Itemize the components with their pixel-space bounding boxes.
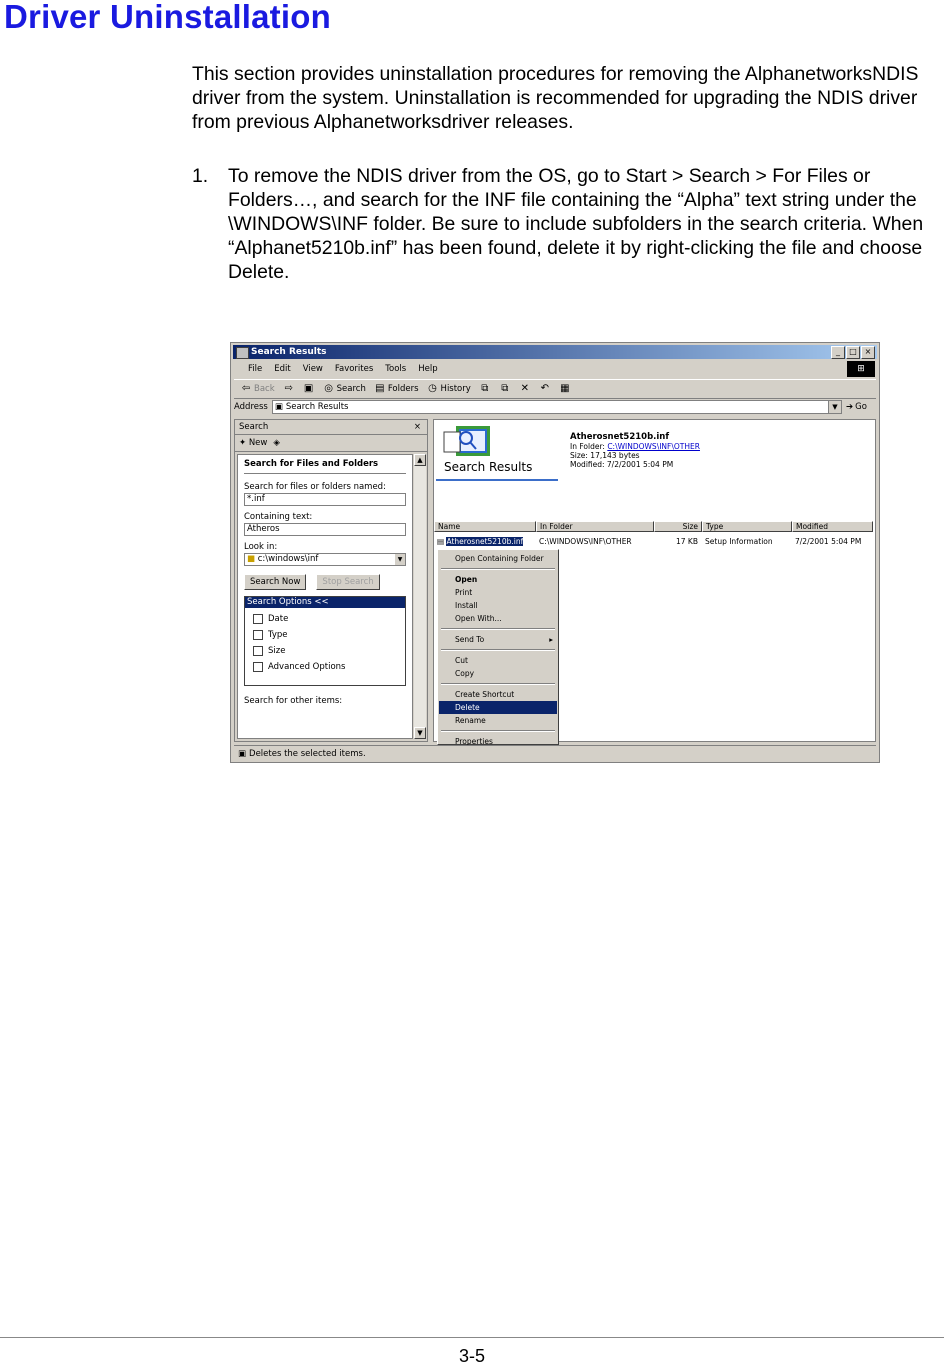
close-icon[interactable]: ×	[413, 422, 421, 432]
close-button[interactable]: ×	[861, 346, 875, 359]
menu-delete[interactable]: Delete	[439, 701, 557, 714]
search-results-window	[230, 342, 880, 763]
menu-open-containing-folder[interactable]: Open Containing Folder	[455, 554, 544, 563]
address-label: Address	[234, 402, 268, 412]
file-type: Setup Information	[705, 537, 773, 546]
menu-bar	[234, 361, 876, 376]
table-row[interactable]	[434, 536, 873, 547]
undo-button[interactable]	[539, 383, 551, 395]
lookin-select[interactable]: ■ c:\windows\inf ▼	[244, 553, 406, 566]
results-banner-title: Search Results	[444, 460, 533, 474]
folders-icon: ▤	[375, 383, 385, 394]
menu-help[interactable]: Help	[418, 363, 438, 374]
menu-edit[interactable]: Edit	[274, 363, 291, 374]
menu-copy[interactable]: Copy	[455, 669, 475, 678]
search-options: Search Options << Date Type Size Advanced Options	[244, 596, 406, 686]
menu-install[interactable]: Install	[455, 601, 478, 610]
delete-button[interactable]	[519, 383, 531, 395]
menu-open-with[interactable]: Open With...	[455, 614, 502, 623]
search-now-button[interactable]: Search Now	[244, 574, 306, 590]
new-search-button[interactable]: ✦ New	[239, 438, 268, 448]
named-label: Search for files or folders named:	[244, 482, 386, 492]
search-pane-header: Search	[239, 422, 269, 432]
results-banner	[434, 420, 560, 482]
move-to-icon: ⧉	[481, 383, 489, 394]
up-folder-button[interactable]	[303, 383, 315, 395]
search-results-small-icon: ▣	[274, 402, 283, 412]
menu-print[interactable]: Print	[455, 588, 473, 597]
search-icon: ◎	[324, 383, 333, 394]
search-pane	[234, 419, 428, 742]
containing-field[interactable]: Atheros	[244, 523, 406, 536]
folder-search-icon	[236, 347, 249, 359]
search-results-icon	[442, 422, 502, 462]
col-in-folder[interactable]: In Folder	[536, 521, 654, 532]
submenu-arrow-icon: ▸	[549, 635, 553, 644]
menu-file[interactable]: File	[248, 363, 263, 374]
undo-icon: ↶	[540, 383, 549, 394]
col-name[interactable]: Name	[434, 521, 536, 532]
folder-icon: ■	[247, 554, 256, 564]
advanced-options-checkbox[interactable]	[253, 662, 263, 672]
copy-to-icon: ⧉	[501, 383, 509, 394]
folders-button[interactable]: ▤ Folders	[375, 383, 419, 394]
windows-logo-icon: ⊞	[847, 361, 875, 377]
step-number: 1.	[192, 165, 209, 187]
scroll-up-icon[interactable]: ▲	[414, 454, 426, 466]
scroll-down-icon[interactable]: ▼	[414, 727, 426, 739]
new-icon: ✦	[239, 438, 247, 448]
address-bar	[234, 399, 876, 415]
intro-paragraph: This section provides uninstallation procedures for removing the AlphanetworksNDIS driver from the system. Uninstallation is recommended for upgrading the NDIS driver from previous Alphanetworksdriver releases.	[192, 63, 919, 133]
back-arrow-icon: ⇦	[241, 383, 251, 394]
delete-x-icon: ✕	[520, 383, 529, 394]
in-folder-link[interactable]: C:\WINDOWS\INF\OTHER	[607, 442, 700, 451]
history-button[interactable]: ◷ History	[428, 383, 471, 394]
minimize-button[interactable]: _	[831, 346, 845, 359]
chevron-down-icon[interactable]: ▼	[395, 554, 405, 565]
file-name[interactable]: Atherosnet5210b.inf	[446, 537, 524, 546]
menu-cut[interactable]: Cut	[455, 656, 468, 665]
search-form-title: Search for Files and Folders	[244, 459, 379, 469]
menu-favorites[interactable]: Favorites	[334, 363, 374, 374]
up-folder-icon: ▣	[303, 383, 314, 394]
date-checkbox[interactable]	[253, 614, 263, 624]
toolbar	[234, 379, 876, 399]
internet-search-icon[interactable]: ◈	[273, 438, 280, 448]
file-title: Atherosnet5210b.inf	[570, 432, 670, 442]
window-titlebar	[233, 345, 877, 359]
named-field[interactable]: *.inf	[244, 493, 406, 506]
col-modified[interactable]: Modified	[792, 521, 873, 532]
move-to-button[interactable]	[479, 383, 491, 395]
forward-arrow-icon: ⇨	[284, 383, 293, 394]
file-folder: C:\WINDOWS\INF\OTHER	[539, 537, 632, 546]
containing-label: Containing text:	[244, 512, 313, 522]
back-button[interactable]: ⇦ Back	[241, 383, 275, 394]
forward-button[interactable]	[283, 383, 295, 395]
results-column-headers	[434, 521, 873, 532]
menu-open[interactable]: Open	[455, 575, 478, 584]
views-button[interactable]	[559, 383, 571, 395]
status-bar	[234, 745, 876, 761]
menu-create-shortcut[interactable]: Create Shortcut	[455, 690, 515, 699]
menu-properties[interactable]: Properties	[455, 737, 493, 746]
address-value: Search Results	[285, 402, 349, 412]
context-menu	[437, 549, 559, 745]
size-checkbox[interactable]	[253, 646, 263, 656]
page-title: Driver Uninstallation	[4, 0, 331, 35]
status-icon: ▣	[238, 748, 247, 759]
window-title: Search Results	[251, 347, 327, 357]
step-text: To remove the NDIS driver from the OS, go to Start > Search > For Files or Folders…, and search for the INF file containing the “Alpha” text string under the \WINDOWS\INF folder. Be sure to include subfolders in the search criteria. When “Alphanet5210b.inf” has been found, delete it by right-clicking the file and choose Delete.	[228, 165, 924, 283]
file-modified: Modified: 7/2/2001 5:04 PM	[570, 460, 674, 469]
file-details: Atherosnet5210b.inf In Folder: C:\WINDOWS\INF\OTHER Size: 17,143 bytes Modified: 7/2/2001 5:04 PM	[570, 432, 700, 469]
col-type[interactable]: Type	[702, 521, 792, 532]
search-pane-scrollbar[interactable]	[414, 454, 426, 739]
search-options-header[interactable]: Search Options <<	[245, 597, 405, 608]
go-arrow-icon: ➔	[846, 402, 854, 412]
search-button[interactable]: ◎ Search	[324, 383, 366, 394]
go-button[interactable]: ➔ Go	[846, 402, 867, 412]
search-form	[237, 454, 413, 739]
views-icon: ▦	[560, 383, 570, 394]
col-size[interactable]: Size	[654, 521, 702, 532]
stop-search-button[interactable]: Stop Search	[316, 574, 379, 590]
copy-to-button[interactable]	[499, 383, 511, 395]
page-number: 3-5	[458, 1346, 485, 1366]
other-items-label: Search for other items:	[244, 696, 343, 706]
status-text: Deletes the selected items.	[249, 748, 366, 759]
file-size: Size: 17,143 bytes	[570, 451, 640, 460]
menu-rename[interactable]: Rename	[455, 716, 486, 725]
menu-send-to[interactable]: Send To ▸	[455, 635, 553, 644]
history-icon: ◷	[428, 383, 437, 394]
inf-file-icon: ▤	[437, 537, 445, 546]
lookin-label: Look in:	[244, 542, 278, 552]
type-checkbox[interactable]	[253, 630, 263, 640]
maximize-button[interactable]: □	[846, 346, 860, 359]
menu-tools[interactable]: Tools	[385, 363, 407, 374]
file-modified-cell: 7/2/2001 5:04 PM	[795, 537, 862, 546]
file-size-cell: 17 KB	[676, 537, 698, 546]
chevron-down-icon[interactable]: ▼	[828, 401, 841, 413]
address-input[interactable]	[272, 400, 842, 414]
menu-view[interactable]: View	[302, 363, 323, 374]
